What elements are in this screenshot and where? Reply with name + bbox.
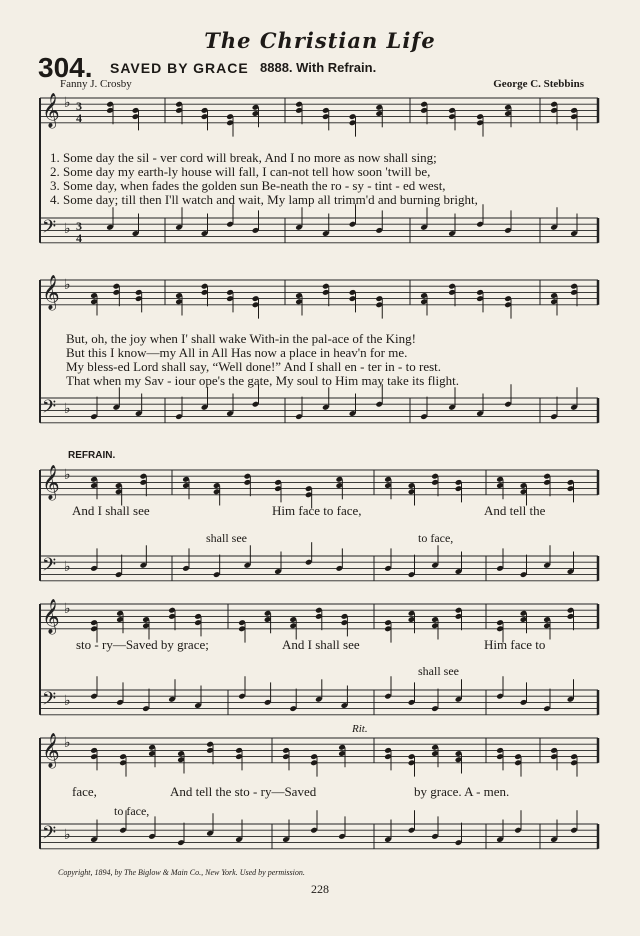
composer: George C. Stebbins <box>493 78 584 90</box>
verse-1-line-1: 1. Some day the sil - ver cord will break, And I no more as now shall sing; <box>50 150 437 165</box>
key-signature-flat-icon: ♭ <box>64 95 71 111</box>
time-signature: 3 <box>76 219 82 233</box>
key-signature-flat-icon: ♭ <box>64 277 71 293</box>
key-signature-flat-icon: ♭ <box>64 601 71 617</box>
verse-4-line-2: That when my Sav - iour ope's the gate, My soul to Him may take its flight. <box>66 373 460 388</box>
treble-clef-icon: 𝄞 <box>42 275 60 310</box>
page-number: 228 <box>311 882 329 896</box>
section-title: The Christian Life <box>204 28 436 53</box>
refrain-lyric-3c: by grace. A - men. <box>414 784 510 799</box>
key-signature-flat-icon: ♭ <box>64 221 71 237</box>
treble-clef-icon: 𝄞 <box>42 599 60 634</box>
bass-clef-icon: 𝄢 <box>42 823 57 848</box>
bass-clef-icon: 𝄢 <box>42 689 57 714</box>
bass-clef-icon: 𝄢 <box>42 555 57 580</box>
refrain-lyric-2b: And I shall see <box>282 637 360 652</box>
refrain-lyric-3a: face, <box>72 784 97 799</box>
refrain-bass-1b: to face, <box>418 531 454 545</box>
verse-3-line-2: My bless-ed Lord shall say, “Well done!” And I shall en - ter in - to rest. <box>66 359 442 374</box>
bass-clef-icon: 𝄢 <box>42 217 57 242</box>
author: Fanny J. Crosby <box>60 78 132 90</box>
key-signature-flat-icon: ♭ <box>64 735 71 751</box>
time-signature: 4 <box>76 111 82 125</box>
verse-2-line-1: 2. Some day my earth-ly house will fall, I can-not tell how soon 'twill be, <box>50 164 431 179</box>
refrain-lyric-2c: Him face to <box>484 637 546 652</box>
refrain-lyric-3b: And tell the sto - ry—Saved <box>170 784 317 799</box>
hymn-meter: 8888. With Refrain. <box>260 60 377 75</box>
key-signature-flat-icon: ♭ <box>64 693 71 709</box>
treble-clef-icon: 𝄞 <box>42 465 60 500</box>
refrain-bass-3a: to face, <box>114 804 150 818</box>
refrain-bass-2a: shall see <box>418 664 459 678</box>
key-signature-flat-icon: ♭ <box>64 559 71 575</box>
verse-2-line-2: But this I know—my All in All Has now a place in heav'n for me. <box>66 345 408 360</box>
verse-4-line-1: 4. Some day; till then I'll watch and wait, My lamp all trimm'd and burning bright, <box>50 192 478 207</box>
refrain-label: REFRAIN. <box>68 450 116 461</box>
key-signature-flat-icon: ♭ <box>64 827 71 843</box>
time-signature: 3 <box>76 99 82 113</box>
hymn-number: 304. <box>38 52 93 83</box>
verse-1-line-2: But, oh, the joy when I' shall wake With-in the pal-ace of the King! <box>66 331 416 346</box>
refrain-lyric-2a: sto - ry—Saved by grace; <box>76 637 209 652</box>
refrain-lyric-1c: And tell the <box>484 503 546 518</box>
refrain-bass-1a: shall see <box>206 531 247 545</box>
bass-clef-icon: 𝄢 <box>42 397 57 422</box>
ritardando-mark: Rit. <box>352 723 368 735</box>
time-signature: 4 <box>76 231 82 245</box>
copyright-notice: Copyright, 1894, by The Biglow & Main Co., New York. Used by permission. <box>58 868 305 877</box>
key-signature-flat-icon: ♭ <box>64 401 71 417</box>
treble-clef-icon: 𝄞 <box>42 733 60 768</box>
treble-clef-icon: 𝄞 <box>42 93 60 128</box>
hymn-title: SAVED BY GRACE <box>110 60 249 76</box>
key-signature-flat-icon: ♭ <box>64 467 71 483</box>
refrain-lyric-1a: And I shall see <box>72 503 150 518</box>
verse-3-line-1: 3. Some day, when fades the golden sun Be-neath the ro - sy - tint - ed west, <box>50 178 446 193</box>
refrain-lyric-1b: Him face to face, <box>272 503 362 518</box>
